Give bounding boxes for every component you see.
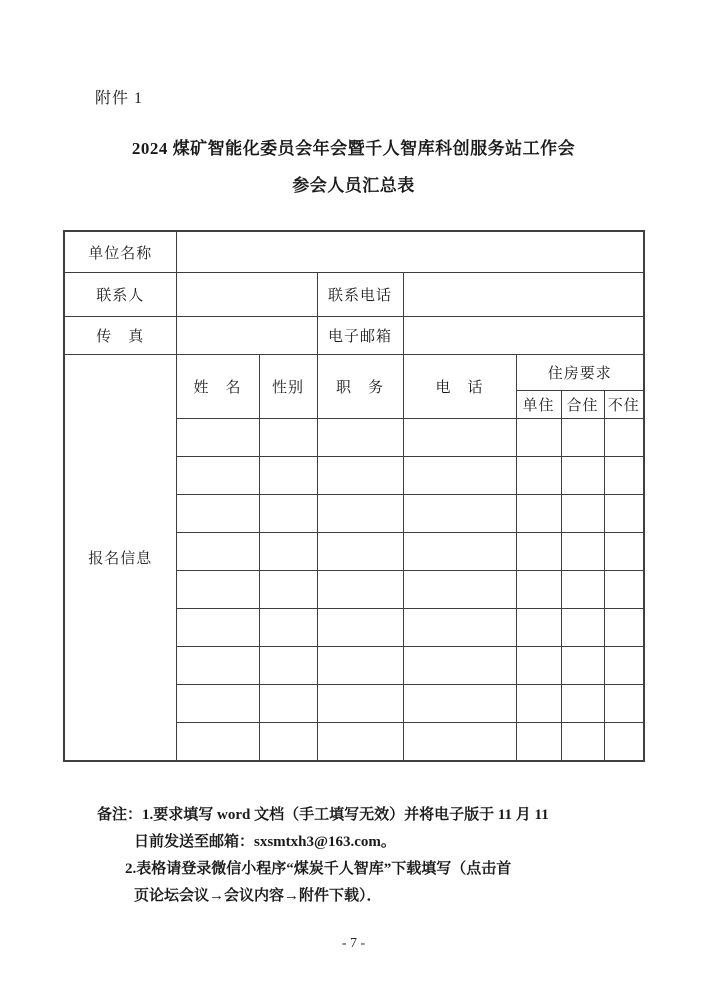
housing-none-cell[interactable]	[604, 533, 644, 571]
housing-shared-cell[interactable]	[561, 495, 604, 533]
housing-shared-cell[interactable]	[561, 647, 604, 685]
attachment-label: 附件 1	[95, 90, 144, 107]
note-1-text: 1.要求填写 word 文档（手工填写无效）并将电子版于 11 月 11	[142, 807, 549, 823]
gender-cell[interactable]	[259, 571, 317, 609]
housing-single-cell[interactable]	[516, 571, 561, 609]
column-header-housing: 住房要求	[516, 355, 644, 391]
position-cell[interactable]	[317, 419, 403, 457]
phone-cell[interactable]	[403, 571, 516, 609]
note-line-1	[97, 802, 603, 829]
email-value-cell[interactable]	[403, 317, 644, 355]
column-header-gender: 性别	[259, 355, 317, 419]
gender-cell[interactable]	[259, 495, 317, 533]
housing-shared-cell[interactable]	[561, 533, 604, 571]
housing-none-cell[interactable]	[604, 495, 644, 533]
housing-shared-cell[interactable]	[561, 419, 604, 457]
name-cell[interactable]	[176, 495, 259, 533]
document-title-line2: 参会人员汇总表	[292, 176, 415, 195]
housing-single-cell[interactable]	[516, 457, 561, 495]
position-cell[interactable]	[317, 685, 403, 723]
fax-label: 传 真	[64, 317, 176, 355]
fax-row	[64, 317, 644, 355]
housing-none-cell[interactable]	[604, 457, 644, 495]
housing-single-cell[interactable]	[516, 609, 561, 647]
registration-header-row	[64, 355, 644, 391]
housing-shared-cell[interactable]	[561, 685, 604, 723]
gender-cell[interactable]	[259, 419, 317, 457]
attendee-summary-table	[63, 230, 645, 762]
housing-shared-cell[interactable]	[561, 457, 604, 495]
phone-cell[interactable]	[403, 495, 516, 533]
name-cell[interactable]	[176, 571, 259, 609]
housing-single-cell[interactable]	[516, 533, 561, 571]
unit-name-row	[64, 231, 644, 273]
name-cell[interactable]	[176, 685, 259, 723]
note-line-2: 日前发送至邮箱：sxsmtxh3@163.com。	[134, 834, 396, 850]
housing-shared-cell[interactable]	[561, 723, 604, 762]
housing-none-cell[interactable]	[604, 571, 644, 609]
name-cell[interactable]	[176, 533, 259, 571]
position-cell[interactable]	[317, 571, 403, 609]
housing-shared-cell[interactable]	[561, 571, 604, 609]
unit-name-value-cell[interactable]	[176, 231, 644, 273]
gender-cell[interactable]	[259, 723, 317, 762]
name-cell[interactable]	[176, 647, 259, 685]
fax-value-cell[interactable]	[176, 317, 317, 355]
notes-block	[97, 802, 603, 910]
gender-cell[interactable]	[259, 685, 317, 723]
phone-cell[interactable]	[403, 457, 516, 495]
unit-name-label: 单位名称	[64, 231, 176, 273]
gender-cell[interactable]	[259, 647, 317, 685]
phone-cell[interactable]	[403, 723, 516, 762]
page-number: - 7 -	[341, 936, 366, 951]
column-header-phone: 电 话	[403, 355, 516, 419]
position-cell[interactable]	[317, 723, 403, 762]
column-header-housing-shared: 合住	[561, 391, 604, 419]
note-line-4: 页论坛会议→会议内容→附件下载）．	[134, 888, 382, 904]
document-title-line1: 2024 煤矿智能化委员会年会暨千人智库科创服务站工作会	[131, 139, 576, 158]
name-cell[interactable]	[176, 419, 259, 457]
housing-single-cell[interactable]	[516, 685, 561, 723]
housing-none-cell[interactable]	[604, 685, 644, 723]
housing-single-cell[interactable]	[516, 647, 561, 685]
position-cell[interactable]	[317, 457, 403, 495]
phone-cell[interactable]	[403, 609, 516, 647]
notes-label: 备注：	[97, 807, 143, 823]
phone-cell[interactable]	[403, 647, 516, 685]
note-line-3: 2.表格请登录微信小程序“煤炭千人智库”下载填写（点击首	[125, 861, 512, 877]
contact-phone-label: 联系电话	[317, 273, 403, 317]
contact-phone-value-cell[interactable]	[403, 273, 644, 317]
column-header-position: 职 务	[317, 355, 403, 419]
housing-single-cell[interactable]	[516, 495, 561, 533]
contact-value-cell[interactable]	[176, 273, 317, 317]
housing-none-cell[interactable]	[604, 419, 644, 457]
column-header-housing-single: 单住	[516, 391, 561, 419]
housing-none-cell[interactable]	[604, 609, 644, 647]
column-header-name: 姓 名	[176, 355, 259, 419]
name-cell[interactable]	[176, 723, 259, 762]
phone-cell[interactable]	[403, 419, 516, 457]
phone-cell[interactable]	[403, 533, 516, 571]
column-header-housing-none: 不住	[604, 391, 644, 419]
housing-single-cell[interactable]	[516, 723, 561, 762]
position-cell[interactable]	[317, 609, 403, 647]
name-cell[interactable]	[176, 609, 259, 647]
gender-cell[interactable]	[259, 533, 317, 571]
position-cell[interactable]	[317, 495, 403, 533]
position-cell[interactable]	[317, 533, 403, 571]
housing-single-cell[interactable]	[516, 419, 561, 457]
contact-row	[64, 273, 644, 317]
contact-label: 联系人	[64, 273, 176, 317]
email-label: 电子邮箱	[317, 317, 403, 355]
name-cell[interactable]	[176, 457, 259, 495]
position-cell[interactable]	[317, 647, 403, 685]
housing-shared-cell[interactable]	[561, 609, 604, 647]
gender-cell[interactable]	[259, 457, 317, 495]
housing-none-cell[interactable]	[604, 723, 644, 762]
gender-cell[interactable]	[259, 609, 317, 647]
housing-none-cell[interactable]	[604, 647, 644, 685]
phone-cell[interactable]	[403, 685, 516, 723]
registration-section-label: 报名信息	[64, 355, 176, 762]
